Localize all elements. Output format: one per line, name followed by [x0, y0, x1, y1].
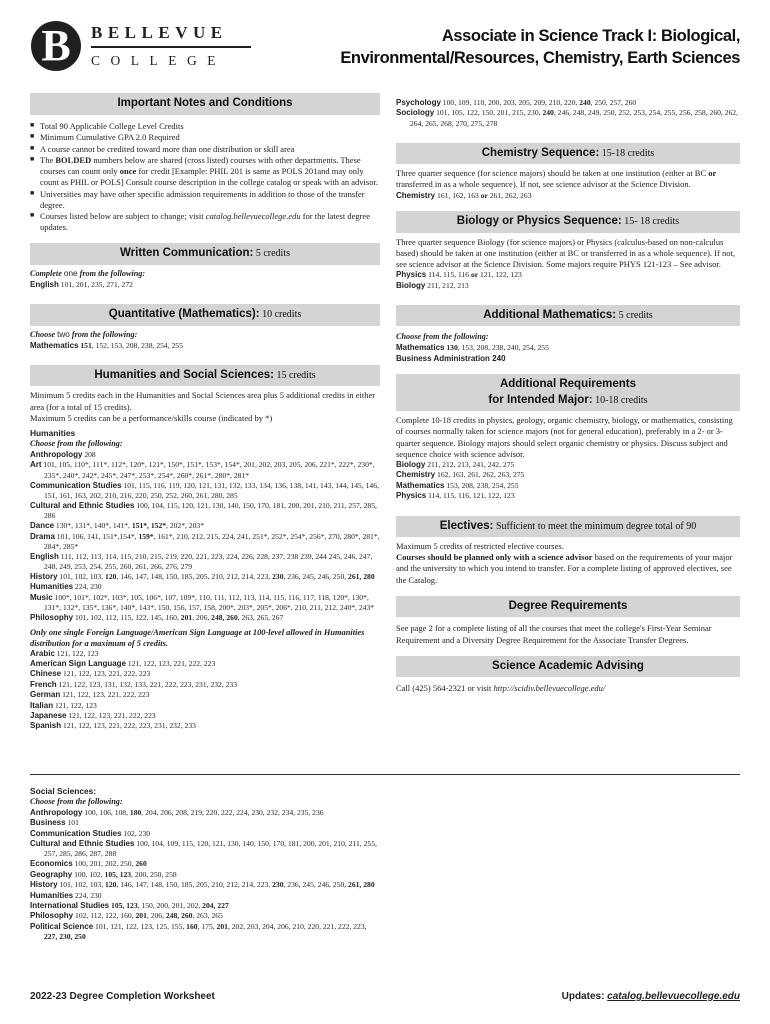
logo-rule: [91, 46, 251, 48]
college-logo: [31, 21, 251, 71]
course-line: Arabic 121, 122, 123: [30, 648, 99, 658]
course-line: French 121, 122, 123, 131, 132, 133, 221, 222, 223, 231, 232, 233: [30, 679, 238, 689]
course-line: Chemistry 162, 163, 261, 262, 263, 275: [396, 470, 525, 480]
course-line: Spanish 121, 122, 123, 221, 222, 223, 231, 232, 233: [30, 721, 196, 731]
course-line: International Studies 105, 123, 150, 200, 201, 202, 204, 227: [30, 900, 229, 910]
logo-line1: BELLEVUE: [91, 23, 228, 43]
course-line: Mathematics 151, 152, 153, 208, 238, 254, 255: [30, 340, 183, 350]
course-line: American Sign Language 121, 122, 123, 221, 222, 223: [30, 659, 216, 669]
course-line: Business 101: [30, 818, 79, 828]
course-line: Mathematics 130, 153, 208, 238, 240, 254, 255: [396, 343, 549, 353]
quant-choose: Choose two from the following:: [30, 329, 138, 339]
biophys-text: Three quarter sequence Biology (for science majors) or Physics (calculus-based on non-calculus based) should be taken at one institution (either at BC or transferred in as a whole sequence). If not, see science advisor at the Science Division. Some majors require PHYS 121-123 – See advisor.: [396, 236, 735, 269]
course-line: Physics 114, 115, 116 or 121, 122, 123: [396, 270, 522, 280]
logo-line2: COLLEGE: [91, 52, 226, 68]
course-line: Biology 211, 212, 213: [396, 280, 469, 290]
course-line: Cultural and Ethnic Studies 100, 104, 115, 120, 121, 130, 140, 150, 170, 181, 200, 201, 210, 211, 257, 285, 286: [30, 500, 377, 521]
language-note: Only one single Foreign Language/American Sign Language at 100-level allowed in Humanities distribution for a maximum of 5 credits.: [30, 627, 365, 648]
chemistry-text: Three quarter sequence (for science majors) should be taken at one institution (either at BC or transferred in as a whole sequence). If not, see science advisor at the Science Division.: [396, 168, 717, 190]
notes-list: [30, 121, 380, 234]
course-line: Italian 121, 122, 123: [30, 700, 97, 710]
course-line: History 101, 102, 103, 120, 146, 147, 148, 150, 185, 205, 210, 212, 214, 223, 230, 236, 245, 246, 250, 261, 280: [30, 572, 375, 582]
degree-heading: Degree Requirements: [396, 596, 740, 618]
intended-heading: Additional Requirements for Intended Major: 10-18 credits: [396, 374, 740, 411]
course-line: Business Administration 240: [396, 353, 506, 363]
addmath-choose: Choose from the following:: [396, 332, 489, 342]
course-line: English 101, 201, 235, 271, 272: [30, 279, 133, 289]
intended-text: Complete 10-18 credits in physics, geology, organic chemistry, biology, or mathematics, consisting of courses normally taken for science majors (not for general education), preferably in a 2- or 3-quarter sequence. Biology majors should select organic chemistry or physics. Discuss subject and sequence choice with science advisor.: [396, 415, 733, 459]
humanities-subhead: Humanities: [30, 428, 76, 439]
course-line: Communication Studies 101, 115, 116, 119, 120, 121, 131, 132, 133, 134, 136, 138, 141, 143, 144, 145, 146, 151, 161, 163, 202, 210, 216, 220, 250, 252, 260, 261, 280, 285: [30, 480, 379, 501]
logo-mark: B: [31, 21, 81, 71]
course-line: Art 101, 105, 110*, 111*, 112*, 120*, 121*, 150*, 151*, 153*, 154*, 201, 202, 203, 205, 206, 221*, 222*, 230*, 235*, 240*, 242*, 245*, 247*, 253*, 254*, 260*, 261*, 280*, 281*: [30, 460, 375, 480]
course-line: Anthropology 100, 106, 108, 180, 204, 206, 208, 219, 220, 222, 224, 230, 232, 234, 235, 236: [30, 807, 324, 817]
course-line: Philosophy 102, 112, 122, 160, 201, 206, 248, 260, 263, 265: [30, 911, 223, 921]
written-heading: Written Communication: 5 credits: [30, 243, 380, 265]
footer-updates: Updates: catalog.bellevuecollege.edu: [561, 991, 740, 1002]
addmath-heading: Additional Mathematics: 5 credits: [396, 305, 740, 327]
left-column: [30, 93, 380, 732]
course-line: Music 100*, 101*, 102*, 103*, 105, 106*, 107, 109*, 110, 111, 112, 113, 114, 115, 116, 117, 118, 120*, 130*, 131*, 132*, 135*, 136*, 140*, 143*, 150, 156, 157, 158, 200*, 203*, 205*, 206*, 210, 211, 212, 240*, 243*: [30, 592, 375, 613]
course-line: German 121, 122, 123, 221, 222, 223: [30, 690, 150, 700]
social-sciences-section: [30, 786, 380, 942]
course-line: Humanities 224, 230: [30, 890, 102, 900]
advising-text: Call (425) 564-2321 or visit http://scidiv.bellevuecollege.edu/: [396, 683, 606, 694]
advising-link[interactable]: http://scidiv.bellevuecollege.edu/: [493, 683, 606, 694]
footer-title: 2022-23 Degree Completion Worksheet: [30, 991, 215, 1002]
social-choose: Choose from the following:: [30, 797, 123, 807]
title-line1: Associate in Science Track I: Biological,: [441, 27, 740, 45]
course-line: Sociology 101, 105, 122, 150, 201, 215, 230, 240, 246, 248, 249, 250, 252, 253, 254, 255, 256, 258, 260, 262, 264, 265, 268, 270, 275, 278: [396, 108, 738, 128]
course-line: Physics 114, 115, 116, 121, 122, 123: [396, 491, 515, 501]
course-line: Economics 100, 201, 202, 250, 260: [30, 859, 147, 869]
note-item: ■ Minimum Cumulative GPA 2.0 Required: [30, 132, 380, 143]
course-line: Psychology 100, 109, 110, 200, 203, 205, 209, 210, 220, 240, 250, 257, 260: [396, 98, 637, 107]
note-item: ■ A course cannot be credited toward more than one distribution or skill area: [30, 144, 380, 155]
course-line: Dance 130*, 131*, 140*, 141*, 151*, 152*, 202*, 203*: [30, 521, 204, 531]
social-subhead: Social Sciences:: [30, 786, 97, 796]
course-line: Geography 100, 102, 105, 123, 200, 250, 258: [30, 869, 177, 879]
title-line2: Environmental/Resources, Chemistry, Earth Sciences: [340, 48, 740, 67]
catalog-link[interactable]: catalog.bellevuecollege.edu: [205, 211, 301, 222]
course-line: Communication Studies 102, 230: [30, 828, 151, 838]
humanities-intro1: Minimum 5 credits each in the Humanities and Social Sciences area plus 5 additional credits in either area (for a total of 15 credits).: [30, 390, 376, 412]
note-item: ■ Courses listed below are subject to change; visit catalog.bellevuecollege.edu for the latest degree updates.: [30, 211, 380, 233]
note-item: ■ Universities may have other specific admission requirements in addition to those of the transfer degree.: [30, 189, 380, 211]
course-line: Anthropology 208: [30, 450, 96, 460]
note-item: ■ Total 90 Applicable College Level Credits: [30, 121, 380, 132]
course-line: Drama 101, 106, 141, 151*,154*, 159*, 161*, 210, 212, 215, 224, 241, 251*, 252*, 254*, 256*, 270, 280*, 281*, 284*, 285*: [30, 531, 380, 551]
course-line: Japanese 121, 122, 123, 221, 222, 223: [30, 711, 156, 721]
course-line: Philosophy 101, 102, 112, 115, 122, 145, 160, 201, 206, 248, 260, 263, 265, 267: [30, 613, 284, 623]
humanities-intro2: Maximum 5 credits can be a performance/skills course (indicated by *): [30, 412, 273, 423]
course-line: Political Science 101, 121, 122, 123, 125, 155, 160, 175, 201, 202, 203, 204, 206, 210, 220, 221, 222, 223, 227, 230, 250: [30, 921, 367, 942]
course-line: History 101, 102, 103, 120, 146, 147, 148, 150, 185, 205, 210, 212, 214, 223, 230, 236, 245, 246, 250, 261, 280: [30, 880, 375, 890]
chemistry-heading: Chemistry Sequence: 15-18 credits: [396, 143, 740, 165]
page-title: [340, 26, 740, 70]
course-line: Chinese 121, 122, 123, 221, 222, 223: [30, 669, 151, 679]
course-line: English 111, 112, 113, 114, 115, 210, 215, 219, 220, 221, 223, 224, 226, 228, 237, 238 239, 244 245, 246, 247, 248, 249, 253, 254, 255, 260, 261, 266, 276, 279: [30, 551, 373, 572]
section-divider: [30, 774, 740, 775]
electives-heading: Electives: Sufficient to meet the minimum degree total of 90: [396, 516, 740, 538]
electives-text2: Courses should be planned only with a science advisor based on the requirements of your major and the university to which you intend to transfer. For a complete listing of approved electives, see the Catalog.: [396, 552, 733, 585]
humanities-choose: Choose from the following:: [30, 439, 123, 449]
quant-heading: Quantitative (Mathematics): 10 credits: [30, 304, 380, 326]
course-line: Humanities 224, 230: [30, 582, 102, 592]
course-line: Cultural and Ethnic Studies 100, 104, 109, 115, 120, 121, 130, 140, 150, 170, 181, 200, 201, 210, 211, 255, 257, 285, 286, 287, 288: [30, 839, 377, 859]
advising-heading: Science Academic Advising: [396, 656, 740, 678]
electives-text1: Maximum 5 credits of restricted elective courses.: [396, 541, 564, 552]
note-item: ■ The BOLDED numbers below are shared (cross listed) courses with other departments. These courses can count only once for credit [Example: PHIL 201 is same as POLS 201and may only count as PHIL or POLS] Consult course description in the college catalog or speak with an advisor.: [30, 155, 380, 188]
course-line: Mathematics 153, 208, 238, 254, 255: [396, 480, 519, 490]
humanities-heading: Humanities and Social Sciences: 15 credits: [30, 365, 380, 387]
course-line: Chemistry 161, 162, 163 or 261, 262, 263: [396, 190, 532, 200]
degree-text: See page 2 for a complete listing of all the courses that meet the college's First-Year Seminar Requirement and a Diversity Degree Requirement for the Associate Transfer Degrees.: [396, 623, 712, 645]
footer-catalog-link[interactable]: catalog.bellevuecollege.edu: [607, 991, 740, 1002]
biophys-heading: Biology or Physics Sequence: 15- 18 credits: [396, 211, 740, 233]
written-choose: Complete one from the following:: [30, 269, 146, 278]
course-line: Biology 211, 212, 213, 241, 242, 275: [396, 459, 515, 469]
notes-heading: Important Notes and Conditions: [30, 93, 380, 115]
right-column: [396, 98, 740, 695]
